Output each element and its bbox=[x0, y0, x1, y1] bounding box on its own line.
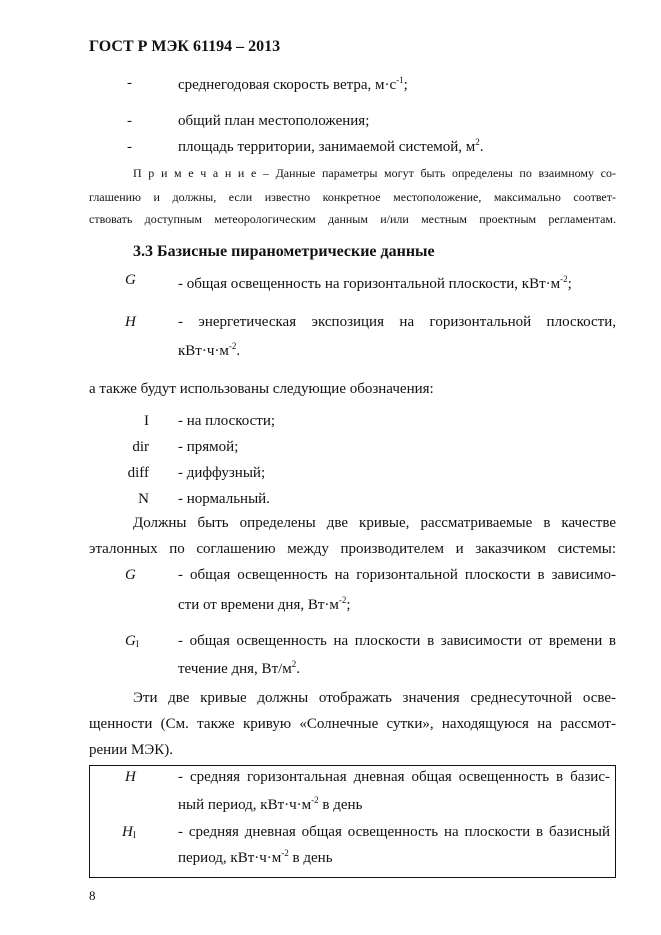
subscript-desc: - прямой; bbox=[178, 439, 239, 455]
paragraph-2-line-2: щенности (См. также кривую «Солнечные сутки», находящуюся на рассмот- bbox=[89, 716, 616, 732]
subscript-symbol: dir bbox=[132, 439, 149, 455]
list-item-area: площадь территории, занимаемой системой, $м^2$. bbox=[178, 137, 484, 155]
subscript-symbol: diff bbox=[127, 465, 149, 481]
def-GI-line-1: - общая освещенность на плоскости в зависимости от времени в bbox=[178, 633, 616, 649]
paragraph-2-line-3: рении МЭК). bbox=[89, 742, 173, 758]
symbol-HI: $H_I$ bbox=[122, 824, 136, 840]
document-header: ГОСТ Р МЭК 61194 – 2013 bbox=[89, 38, 281, 55]
page-number: 8 bbox=[89, 888, 96, 903]
def-G-time-line-2: сти от времени дня, $Вт\cdot м^{-2}$; bbox=[178, 595, 351, 613]
subscript-symbol: I bbox=[144, 413, 149, 429]
list-item-site-plan: общий план местоположения; bbox=[178, 113, 370, 129]
also-text: а также будут использованы следующие обозначения: bbox=[89, 381, 434, 397]
list-dash: - bbox=[127, 113, 132, 129]
def-HI-line-2: период, $кВт\cdot ч\cdot м^{-2}$ в день bbox=[178, 848, 333, 866]
def-H-avg-line-1: - средняя горизонтальная дневная общая освещенность в базис- bbox=[178, 769, 610, 785]
paragraph-1-line-2: эталонных по соглашению между производителем и заказчиком системы: bbox=[89, 541, 616, 557]
paragraph-1-line-1: Должны быть определены две кривые, рассматриваемые в качестве bbox=[133, 515, 616, 531]
def-H-line-1: - энергетическая экспозиция на горизонтальной плоскости, bbox=[178, 314, 616, 330]
note-line-1: П р и м е ч а н и е – Данные параметры могут быть определены по взаимному со- bbox=[133, 166, 616, 180]
symbol-G: G bbox=[125, 567, 136, 583]
list-item-wind-speed: среднегодовая скорость ветра, $м\cdot с^{-1}$; bbox=[178, 75, 408, 93]
def-HI-line-1: - средняя дневная общая освещенность на плоскости в базисный bbox=[178, 824, 610, 840]
list-dash: - bbox=[127, 75, 132, 91]
def-H-line-2: $кВт\cdot ч\cdot м^{-2}$. bbox=[178, 341, 241, 359]
def-G-time-line-1: - общая освещенность на горизонтальной плоскости в зависимо- bbox=[178, 567, 616, 583]
note-line-3: ствовать доступным метеорологическим данным и/или местным проектным регламентам. bbox=[89, 212, 616, 226]
subscript-desc: - на плоскости; bbox=[178, 413, 276, 429]
def-GI-line-2: течение дня, $Вт/м^2$. bbox=[178, 659, 301, 677]
note-line-2: глашению и должны, если известно конкретное местоположение, максимально соответ- bbox=[89, 190, 616, 204]
def-G: - общая освещенность на горизонтальной плоскости, $кВт\cdot м^{-2}$; bbox=[178, 274, 572, 292]
subscript-symbol: N bbox=[138, 491, 149, 507]
symbol-H: H bbox=[125, 769, 136, 785]
note-label: П р и м е ч а н и е bbox=[133, 166, 257, 180]
subscript-desc: - нормальный. bbox=[178, 491, 270, 507]
paragraph-2-line-1: Эти две кривые должны отображать значения среднесуточной осве- bbox=[133, 690, 616, 706]
def-H-avg-line-2: ный период, $кВт\cdot ч\cdot м^{-2}$ в день bbox=[178, 795, 363, 813]
symbol-G: G bbox=[125, 272, 136, 288]
list-dash: - bbox=[127, 139, 132, 155]
subscript-desc: - диффузный; bbox=[178, 465, 266, 481]
symbol-GI: $G_I$ bbox=[125, 633, 139, 649]
symbol-H: H bbox=[125, 314, 136, 330]
section-heading: 3.3 Базисные пиранометрические данные bbox=[133, 243, 435, 260]
